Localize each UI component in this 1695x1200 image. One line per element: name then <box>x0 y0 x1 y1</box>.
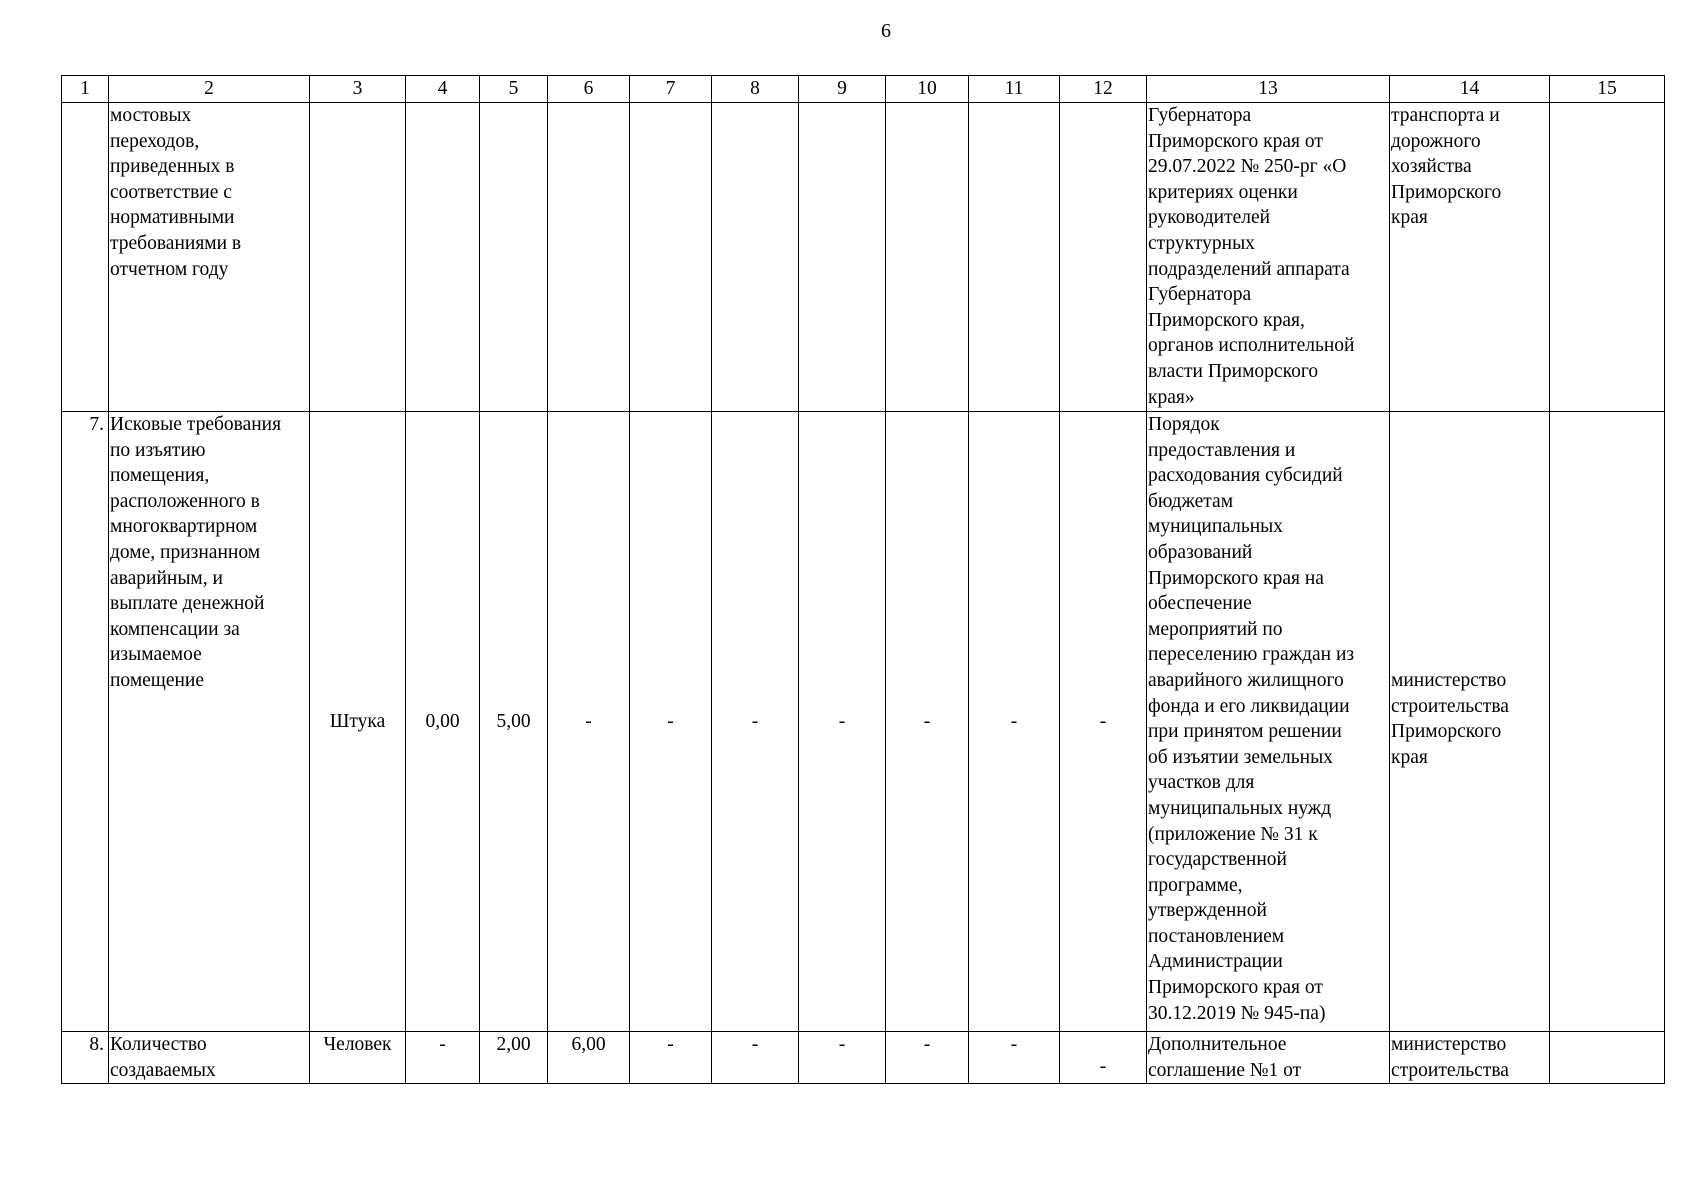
source-document-text: Порядок предоставления и расходования субсидий бюджетам муниципальных образований Приморского края на обеспечение мероприятий по переселению граждан из аварийного жилищного фонда и его ликвидации при принятом решении об изъятии земельных участков для муниципальных нужд (приложение № 31 к государственной программе, утвержденной постановлением Администрации Приморского края от 30.12.2019 № 945-па) <box>1148 414 1355 1024</box>
indicator-name <box>109 1032 310 1084</box>
header-cell: 7 <box>630 76 712 103</box>
header-cell: 1 <box>62 76 109 103</box>
header-cell: 8 <box>712 76 799 103</box>
value-cell <box>969 103 1060 412</box>
responsible-body-text: министерство строительства Приморского края <box>1391 670 1509 768</box>
indicator-name-text: Исковые требования по изъятию помещения, расположенного в многоквартирном доме, признанном аварийным, и выплате денежной компенсации за изымаемое помещение <box>110 414 282 691</box>
indicator-name <box>109 103 310 412</box>
value-cell <box>548 103 630 412</box>
responsible-body <box>1390 103 1550 412</box>
responsible-body-text: министерство строительства <box>1391 1034 1509 1081</box>
unit-cell: Штука <box>310 412 406 1032</box>
value-cell: - <box>406 1032 480 1084</box>
source-document <box>1147 412 1390 1032</box>
responsible-body <box>1390 412 1550 1032</box>
indicator-name-text: мостовых переходов, приведенных в соответствие с нормативными требованиями в отчетном году <box>110 105 242 280</box>
header-row <box>62 76 1665 103</box>
value-cell: - <box>969 412 1060 1032</box>
value-cell <box>630 103 712 412</box>
header-cell: 4 <box>406 76 480 103</box>
value-cell: - <box>799 412 886 1032</box>
value-cell <box>712 103 799 412</box>
responsible-body <box>1390 1032 1550 1084</box>
value-cell: - <box>969 1032 1060 1084</box>
header-cell: 14 <box>1390 76 1550 103</box>
header-cell: 11 <box>969 76 1060 103</box>
value-cell: 2,00 <box>480 1032 548 1084</box>
unit-cell: Человек <box>310 1032 406 1084</box>
header-cell: 9 <box>799 76 886 103</box>
notes-cell <box>1550 1032 1665 1084</box>
header-cell: 15 <box>1550 76 1665 103</box>
row-number: 8. <box>62 1032 109 1084</box>
table-row <box>62 1032 1665 1084</box>
value-cell: 0,00 <box>406 412 480 1032</box>
table-row <box>62 412 1665 1032</box>
row-number <box>62 103 109 412</box>
indicator-name-text: Количество создаваемых <box>110 1034 216 1081</box>
source-document <box>1147 103 1390 412</box>
value-cell: 5,00 <box>480 412 548 1032</box>
page-number: 6 <box>881 20 891 42</box>
source-document-text: Губернатора Приморского края от 29.07.2022 № 250-рг «О критериях оценки руководителей структурных подразделений аппарата Губернатора Приморского края, органов исполнительной власти Приморского края» <box>1148 105 1355 408</box>
value-cell: - <box>712 412 799 1032</box>
header-cell: 2 <box>109 76 310 103</box>
value-cell: - <box>1060 1032 1147 1084</box>
indicators-table <box>61 75 1665 1084</box>
row-number: 7. <box>62 412 109 1032</box>
value-cell: - <box>799 1032 886 1084</box>
value-cell <box>886 103 969 412</box>
header-cell: 3 <box>310 76 406 103</box>
header-cell: 6 <box>548 76 630 103</box>
value-cell: - <box>630 1032 712 1084</box>
value-cell: - <box>548 412 630 1032</box>
table-row <box>62 103 1665 412</box>
value-cell: - <box>886 1032 969 1084</box>
value-cell: - <box>630 412 712 1032</box>
value-cell: 6,00 <box>548 1032 630 1084</box>
unit-cell <box>310 103 406 412</box>
notes-cell <box>1550 412 1665 1032</box>
value-cell <box>480 103 548 412</box>
header-cell: 5 <box>480 76 548 103</box>
value-cell <box>799 103 886 412</box>
value-cell: - <box>712 1032 799 1084</box>
header-cell: 10 <box>886 76 969 103</box>
header-cell: 13 <box>1147 76 1390 103</box>
value-cell <box>406 103 480 412</box>
source-document <box>1147 1032 1390 1084</box>
indicator-name <box>109 412 310 1032</box>
value-cell: - <box>886 412 969 1032</box>
responsible-body-text: транспорта и дорожного хозяйства Приморского края <box>1391 105 1502 229</box>
value-cell <box>1060 103 1147 412</box>
source-document-text: Дополнительное соглашение №1 от <box>1148 1034 1302 1081</box>
value-cell: - <box>1060 412 1147 1032</box>
notes-cell <box>1550 103 1665 412</box>
header-cell: 12 <box>1060 76 1147 103</box>
